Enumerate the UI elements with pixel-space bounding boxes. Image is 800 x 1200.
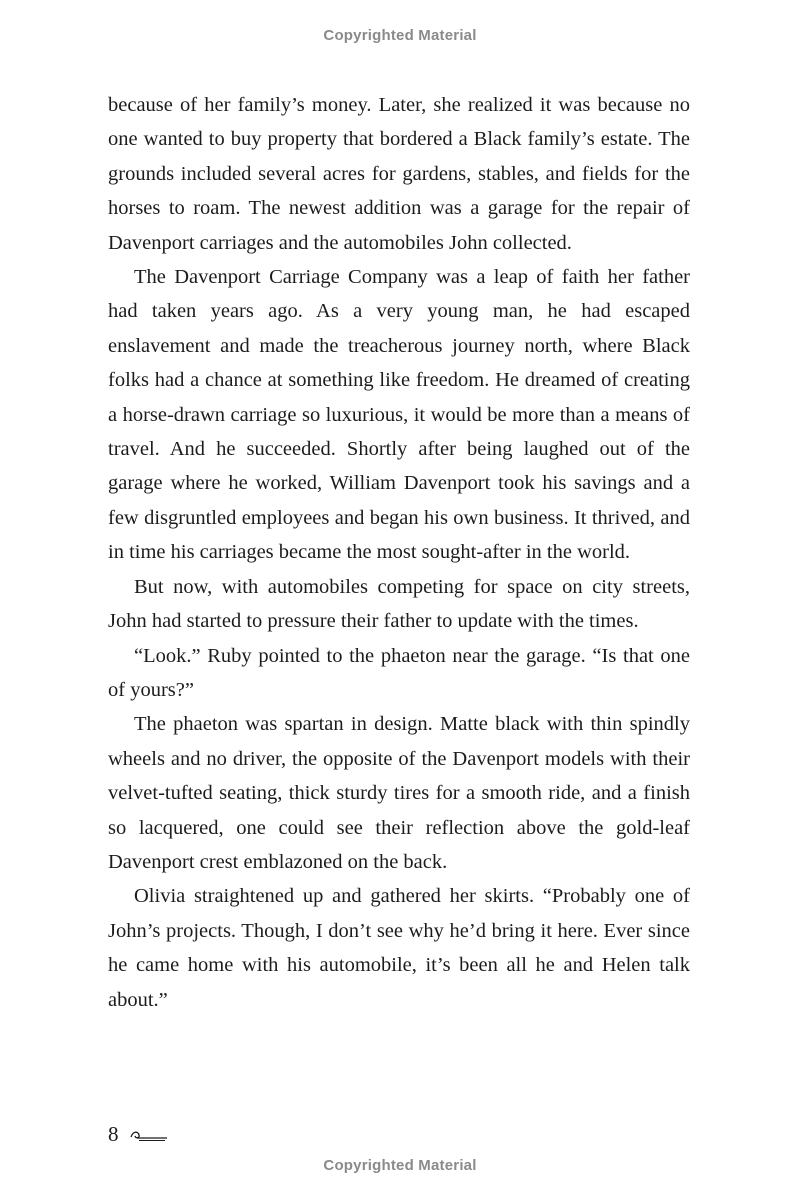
paragraph-2: The Davenport Carriage Company was a leap of faith her father had taken years ago. As a very young man, he had escaped enslavement and made the treacherous journey north, where Black folks had a chance at something like freedom. He dreamed of creating a horse-drawn carriage so luxurious, it would be more than a means of travel. And he succeeded. Shortly after being laughed out of the garage where he worked, William Davenport took his savings and a few disgruntled employees and began his own business. It thrived, and in time his carriages became the most sought-after in the world. — [108, 266, 690, 564]
paragraph-4: “Look.” Ruby pointed to the phaeton near the garage. “Is that one of yours?” — [108, 644, 690, 701]
paragraph-5: The phaeton was spartan in design. Matte black with thin spindly wheels and no driver, the opposite of the Davenport models with their velvet-tufted seating, thick sturdy tires for a smooth ride, and a finish so lacquered, one could see their reflection above the gold-leaf Davenport crest emblazoned on the back. — [108, 713, 690, 873]
paragraph-1: because of her family’s money. Later, she realized it was because no one wanted to buy property that bordered a Black family’s estate. The grounds included several acres for gardens, stables, and fields for the horses to roam. The newest addition was a garage for the repair of Davenport carriages and the automobiles John collected. — [108, 94, 690, 254]
paragraph-6: Olivia straightened up and gathered her skirts. “Probably one of John’s projects. Though, I don’t see why he’d bring it here. Ever since he came home with his automobile, it’s been all he and Helen talk about.” — [108, 885, 690, 1011]
page-number: 8 — [108, 1122, 119, 1146]
copyright-watermark-bottom: Copyrighted Material — [323, 1157, 477, 1174]
paragraph-3: But now, with automobiles competing for space on city streets, John had started to pressure their father to update with the times. — [108, 575, 690, 633]
page-body-text — [108, 88, 690, 1017]
flourish-ornament-icon — [129, 1127, 169, 1143]
copyright-watermark-top: Copyrighted Material — [323, 27, 477, 44]
page-folio — [108, 1122, 169, 1147]
